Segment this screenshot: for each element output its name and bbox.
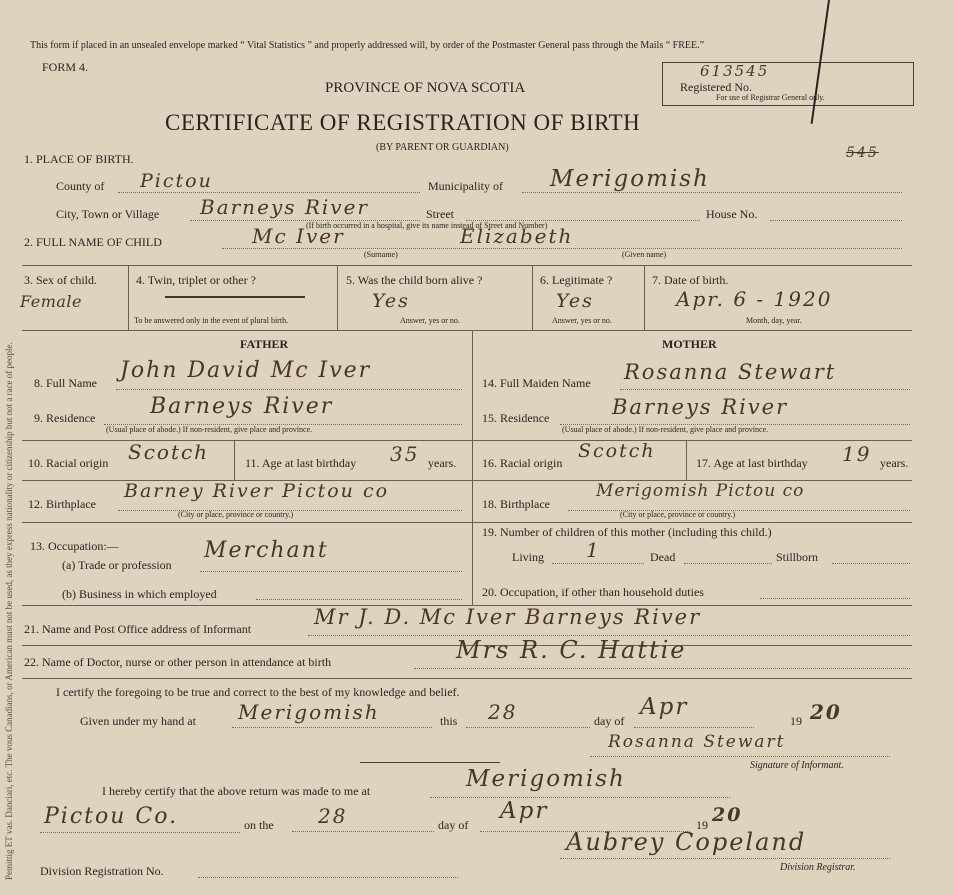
father-name-label: 8. Full Name [34,376,97,390]
division-registration-label: Division Registration No. [40,864,164,878]
given-day-line [466,727,590,728]
sex-label: 3. Sex of child. [24,273,97,287]
place-of-birth-label: 1. PLACE OF BIRTH. [24,152,134,166]
registrar-day-of-label: day of [438,818,469,832]
father-name-line [116,389,462,390]
divider [472,522,912,523]
stillborn-label: Stillborn [776,550,819,564]
father-name-value: John David Mc Iver [120,358,372,383]
province-heading: PROVINCE OF NOVA SCOTIA [325,80,526,96]
father-birthplace-label: 12. Birthplace [28,497,96,511]
column-divider [128,265,129,330]
father-occupation-label: 13. Occupation:— [30,539,119,553]
father-birthplace-note: (City or place, province or country.) [178,510,294,519]
father-race-value: Scotch [128,440,210,464]
legitimate-label: 6. Legitimate ? [540,273,613,287]
house-number-line [770,220,902,221]
corner-number: 545 [846,145,879,161]
informant-label: 21. Name and Post Office address of Informant [24,622,252,636]
mother-occupation-line [760,598,910,599]
street-label: Street [426,207,454,221]
mother-age-value: 19 [842,442,872,466]
living-label: Living [512,550,544,564]
child-surname: Mc Iver [252,224,345,248]
registrar-county-value: Pictou Co. [44,804,179,829]
mother-residence-note: (Usual place of abode.) If non-resident, give place and province. [562,425,769,434]
mother-heading: MOTHER [662,337,717,351]
side-margin-note [0,0,22,895]
mother-race-label: 16. Racial origin [482,456,563,470]
given-month-line [634,727,754,728]
father-heading: FATHER [240,337,289,351]
separator-rule [360,762,500,763]
alive-value: Yes [372,290,410,312]
municipality-value: Merigomish [550,166,710,192]
registrar-statement: I hereby certify that the above return was made to me at [102,784,371,798]
registrar-county-line [40,832,240,833]
mother-name-label: 14. Full Maiden Name [482,376,591,390]
alive-label: 5. Was the child born alive ? [346,273,483,287]
registrar-note: For use of Registrar General only. [716,93,825,102]
father-trade-label: (a) Trade or profession [62,558,172,572]
registered-number-value: 613545 [700,62,770,80]
father-years-label: years. [428,456,457,470]
dob-value: Apr. 6 - 1920 [676,287,833,311]
given-year-prefix: 19 [790,714,802,728]
column-divider [337,265,338,330]
county-line [118,192,420,193]
registrar-day-value: 28 [318,804,348,828]
surname-caption: (Surname) [364,250,398,259]
dob-label: 7. Date of birth. [652,273,729,287]
mother-name-value: Rosanna Stewart [624,360,837,384]
given-place-value: Merigomish [238,700,380,724]
given-day-value: 28 [488,700,518,724]
mother-birthplace-label: 18. Birthplace [482,497,550,511]
city-value: Barneys River [200,195,369,219]
alive-note: Answer, yes or no. [400,316,460,325]
this-label: this [440,714,458,728]
side-margin-text: Pemittig ET vas. Danciari, etc. The vous Canadians, or American must not be used, as they express nationality or citizenship but not a race of people. [4,342,14,880]
registered-number-label: Registered No. [680,80,752,94]
mother-residence-value: Barneys River [612,395,789,419]
registrar-place-line [430,797,730,798]
living-value: 1 [586,538,601,562]
divider [22,522,472,523]
given-name-caption: (Given name) [622,250,667,259]
parents-divider [472,330,473,605]
doctor-value: Mrs R. C. Hattie [456,636,687,664]
informant-value: Mr J. D. Mc Iver Barneys River [314,605,702,629]
father-business-label: (b) Business in which employed [62,587,217,601]
father-age-value: 35 [390,442,420,466]
father-race-label: 10. Racial origin [28,456,109,470]
column-divider [234,440,235,480]
dead-label: Dead [650,550,676,564]
column-divider [532,265,533,330]
certify-statement: I certify the foregoing to be true and correct to the best of my knowledge and belief. [56,685,460,699]
divider [22,678,912,679]
twin-label: 4. Twin, triplet or other ? [136,273,256,287]
mother-birthplace-note: (City or place, province or country.) [620,510,736,519]
divider [22,440,472,441]
father-business-line [256,599,462,600]
informant-signature: Rosanna Stewart [608,732,786,752]
city-label: City, Town or Village [56,207,160,221]
county-value: Pictou [140,170,213,192]
given-month-value: Apr [640,694,689,720]
child-given-name: Elizabeth [460,224,574,248]
house-number-label: House No. [706,207,758,221]
registrar-year-prefix: 19 [696,818,708,832]
registrar-signature: Aubrey Copeland [566,828,807,856]
hospital-note: (If birth occurred in a hospital, give its name instead of Street and Number) [306,221,548,230]
mother-years-label: years. [880,456,909,470]
page-subtitle: (BY PARENT OR GUARDIAN) [376,142,509,153]
given-day-of-label: day of [594,714,625,728]
father-trade-value: Merchant [204,538,329,563]
dead-line [684,563,772,564]
legitimate-value: Yes [556,290,594,312]
mother-birthplace-value: Merigomish Pictou co [596,481,805,501]
legitimate-note: Answer, yes or no. [552,316,612,325]
registrar-place-value: Merigomish [466,766,626,792]
given-place-line [232,727,432,728]
county-label: County of [56,179,105,193]
column-divider [686,440,687,480]
stillborn-line [832,563,910,564]
father-residence-value: Barneys River [150,394,334,419]
informant-signature-line [590,756,890,757]
registrar-signature-line [560,858,890,859]
mother-residence-label: 15. Residence [482,411,550,425]
living-line [552,563,644,564]
page-title: CERTIFICATE OF REGISTRATION OF BIRTH [165,110,641,135]
twin-note: To be answered only in the event of plural birth. [134,316,289,325]
twin-dash [165,296,305,298]
mother-race-value: Scotch [578,440,656,462]
father-residence-note: (Usual place of abode.) If non-resident, give place and province. [106,425,313,434]
form-number: FORM 4. [42,60,89,74]
father-birthplace-value: Barney River Pictou co [124,480,390,502]
registrar-year-value: 20 [712,804,743,826]
children-count-label: 19. Number of children of this mother (including this child.) [482,525,772,539]
informant-signature-caption: Signature of Informant. [750,760,844,771]
father-age-label: 11. Age at last birthday [245,456,357,470]
registrar-day-line [292,831,434,832]
registrar-signature-caption: Division Registrar. [780,862,856,873]
municipality-label: Municipality of [428,179,503,193]
divider [22,330,912,331]
divider [22,265,912,266]
sex-value: Female [20,292,82,311]
child-name-line [222,248,902,249]
mail-notice: This form if placed in an unsealed envelope marked “ Vital Statistics ” and properly addressed will, by order of the Postmaster General pass through the Mails “ FREE.” [30,40,705,51]
column-divider [644,265,645,330]
given-year-value: 20 [810,700,842,724]
registrar-month-value: Apr [500,798,549,824]
given-under-label: Given under my hand at [80,714,196,728]
mother-name-line [620,389,910,390]
mother-age-label: 17. Age at last birthday [696,456,808,470]
mother-occupation-label: 20. Occupation, if other than household duties [482,585,704,599]
child-name-label: 2. FULL NAME OF CHILD [24,235,162,249]
dob-note: Month, day, year. [746,316,802,325]
father-trade-line [200,571,462,572]
municipality-line [522,192,902,193]
divider [472,440,912,441]
doctor-label: 22. Name of Doctor, nurse or other person in attendance at birth [24,655,332,669]
father-residence-label: 9. Residence [34,411,96,425]
registrar-on-the-label: on the [244,818,274,832]
division-registration-line [198,877,458,878]
doctor-line [414,668,910,669]
